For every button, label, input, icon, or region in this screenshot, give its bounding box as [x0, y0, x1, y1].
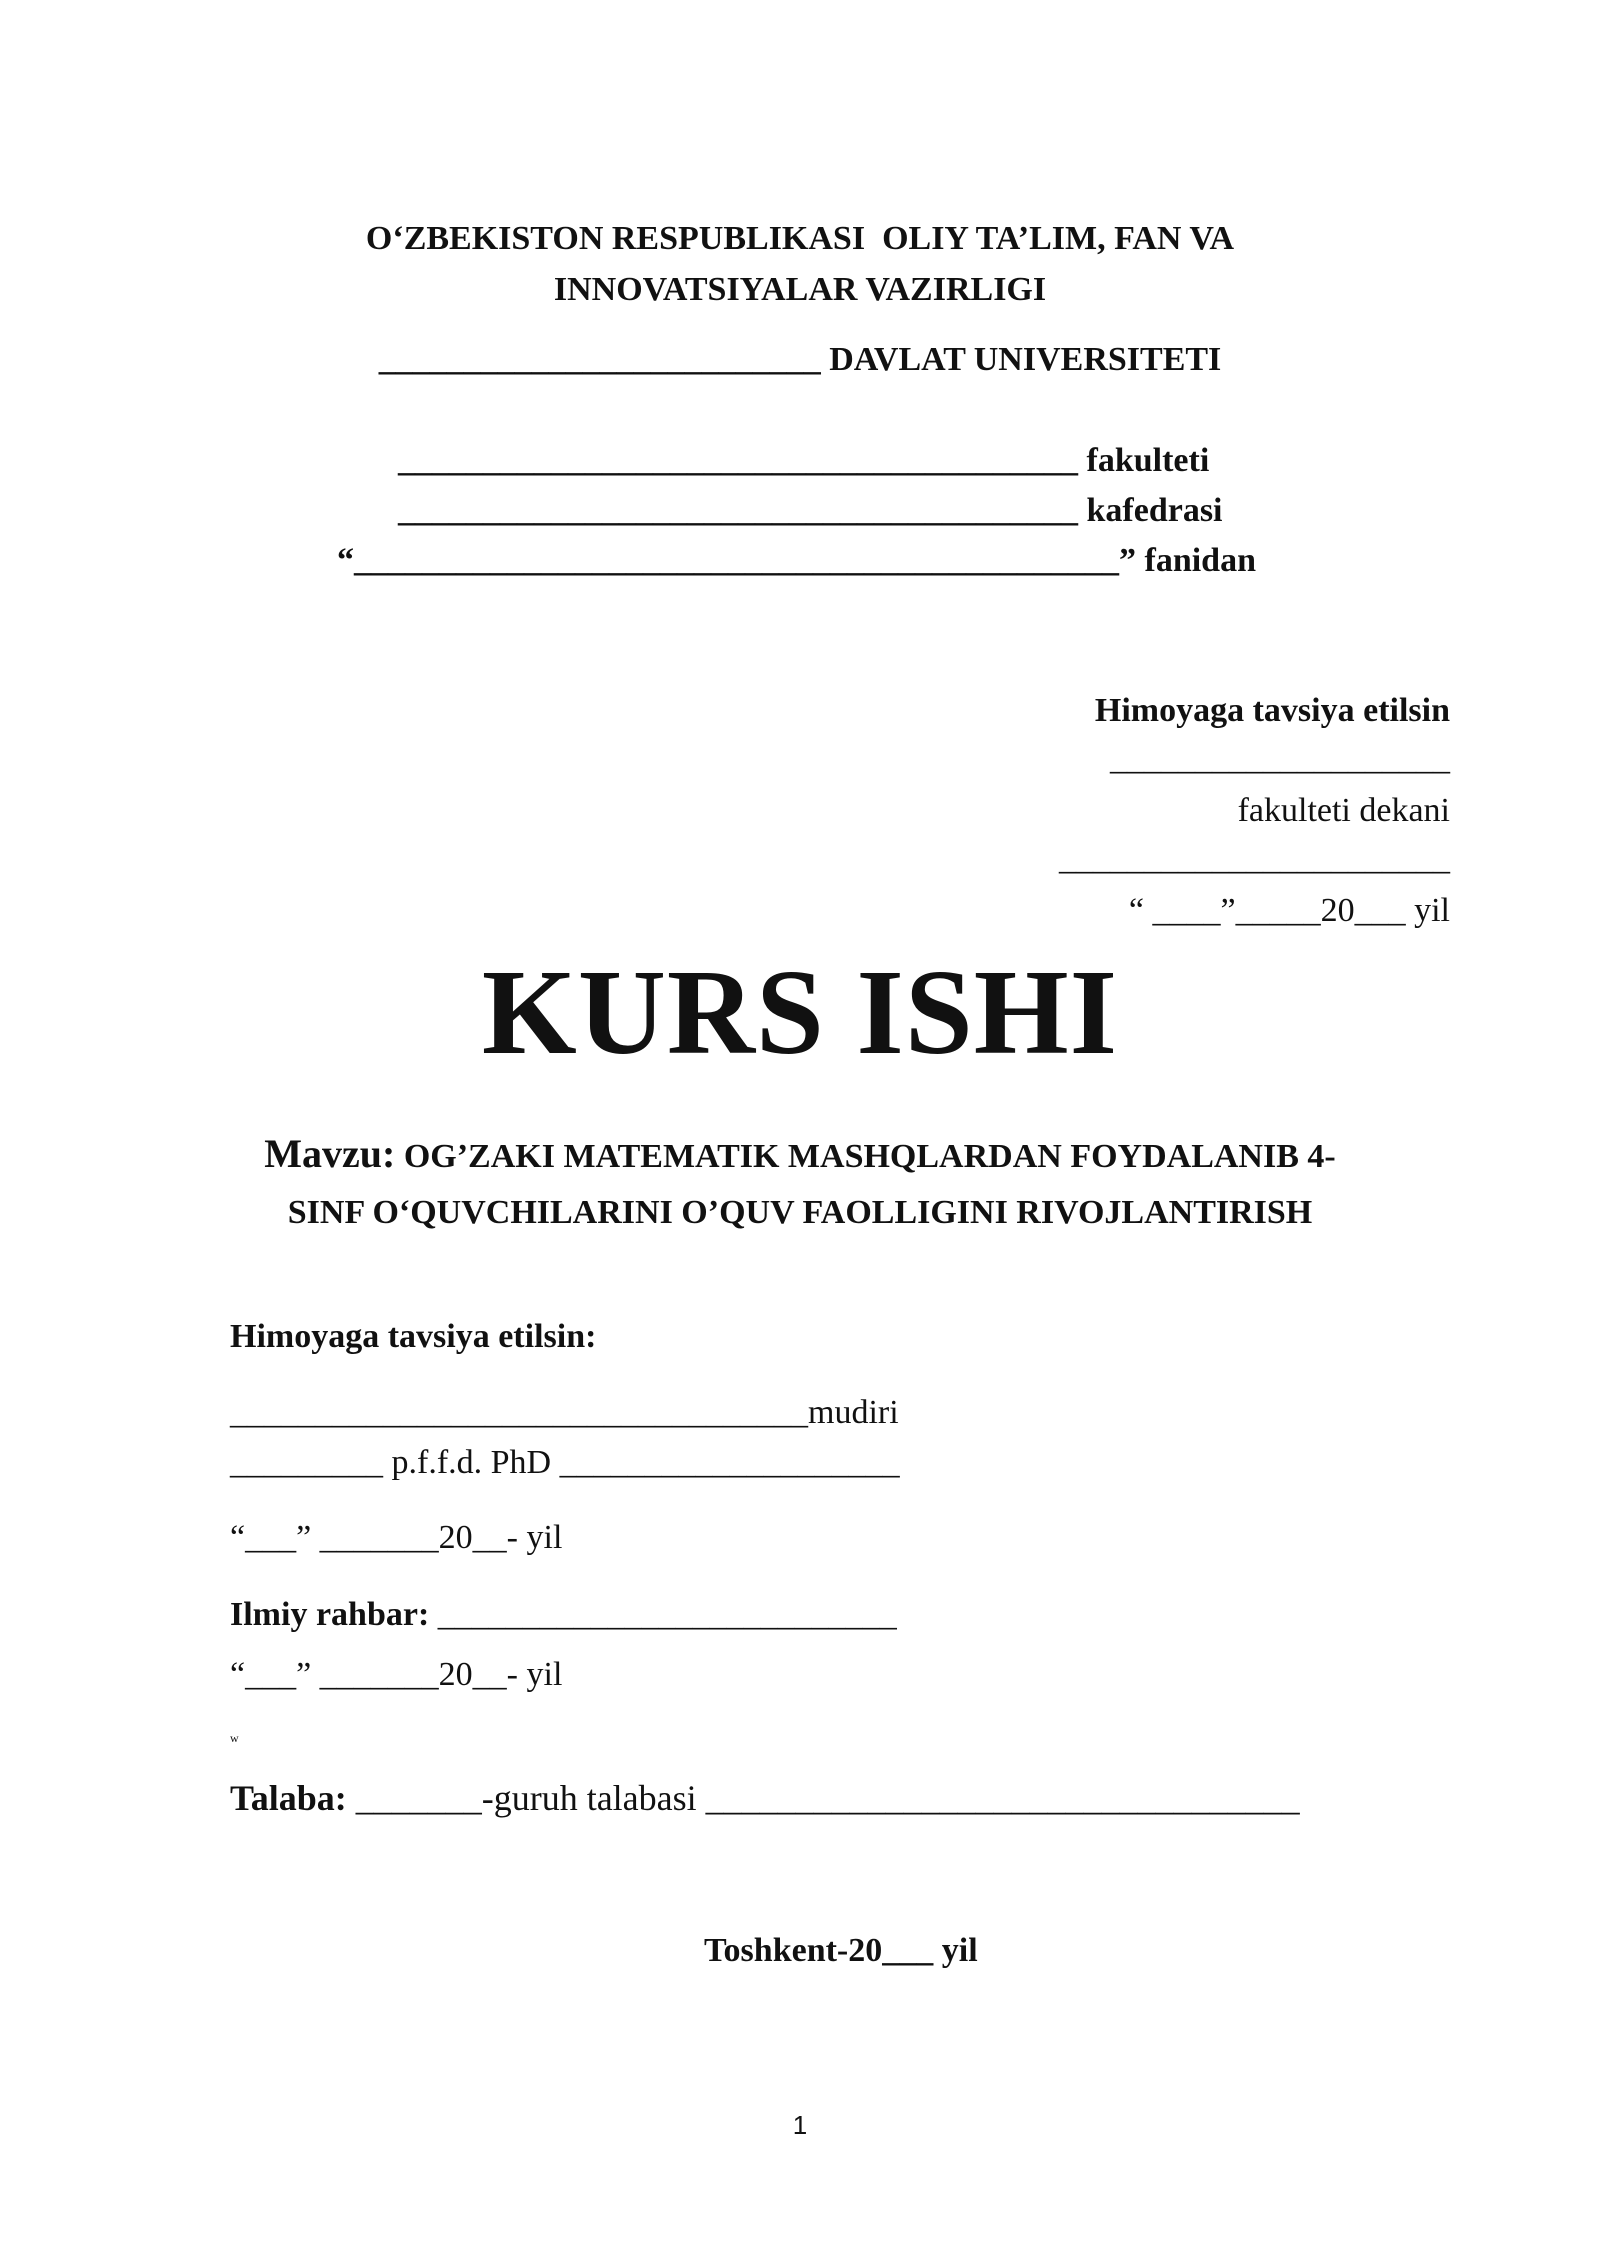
- topic-text-1: OG’ZAKI MATEMATIK MASHQLARDAN FOYDALANIB 4-: [395, 1138, 1336, 1175]
- department-head-line: __________________________________mudiri: [230, 1394, 899, 1431]
- supervisor-line: [230, 1598, 897, 1632]
- faculty-line: ________________________________________ fakulteti: [398, 442, 1210, 479]
- subject-line: “_____________________________________________” fanidan: [337, 542, 1256, 579]
- defense-heading: Himoyaga tavsiya etilsin:: [230, 1318, 597, 1355]
- ministry-line-2: INNOVATSIYALAR VAZIRLIGI: [553, 271, 1047, 308]
- student-blank: _______-guruh talabasi _________________________________: [346, 1778, 1300, 1818]
- topic-line-2: SINF O‘QUVCHILARINI O’QUV FAOLLIGINI RIVOJLANTIRISH: [287, 1194, 1313, 1231]
- topic-line-1: [0, 1131, 1600, 1176]
- student-label: Talaba:: [230, 1778, 347, 1818]
- ministry-line-1: O‘ZBEKISTON RESPUBLIKASI OLIY TA’LIM, FAN VA: [365, 220, 1235, 257]
- defense-date-1: “___” _______20__- yil: [230, 1519, 563, 1556]
- small-mark: w: [230, 1731, 239, 1745]
- defense-date-2: “___” _______20__- yil: [230, 1656, 563, 1693]
- page-number: 1: [792, 2110, 808, 2140]
- approval-sign-line: ____________________: [1110, 740, 1450, 777]
- supervisor-blank: ___________________________: [429, 1596, 897, 1633]
- approval-date: “ ____”_____20___ yil: [1128, 892, 1450, 929]
- dean-label: fakulteti dekani: [1237, 792, 1450, 829]
- degree-line: _________ p.f.f.d. PhD ____________________: [230, 1444, 900, 1481]
- department-line: ________________________________________ kafedrasi: [398, 492, 1223, 529]
- dean-name-line: _______________________: [1059, 840, 1450, 877]
- document-title: KURS ISHI: [481, 945, 1119, 1080]
- student-line: [230, 1780, 1300, 1816]
- supervisor-label: Ilmiy rahbar:: [230, 1596, 430, 1633]
- city-year: Toshkent-20___ yil: [704, 1932, 978, 1969]
- university-line: __________________________ DAVLAT UNIVERSITETI: [378, 341, 1222, 378]
- topic-label: Mavzu:: [264, 1131, 396, 1176]
- approval-heading: Himoyaga tavsiya etilsin: [1094, 692, 1450, 729]
